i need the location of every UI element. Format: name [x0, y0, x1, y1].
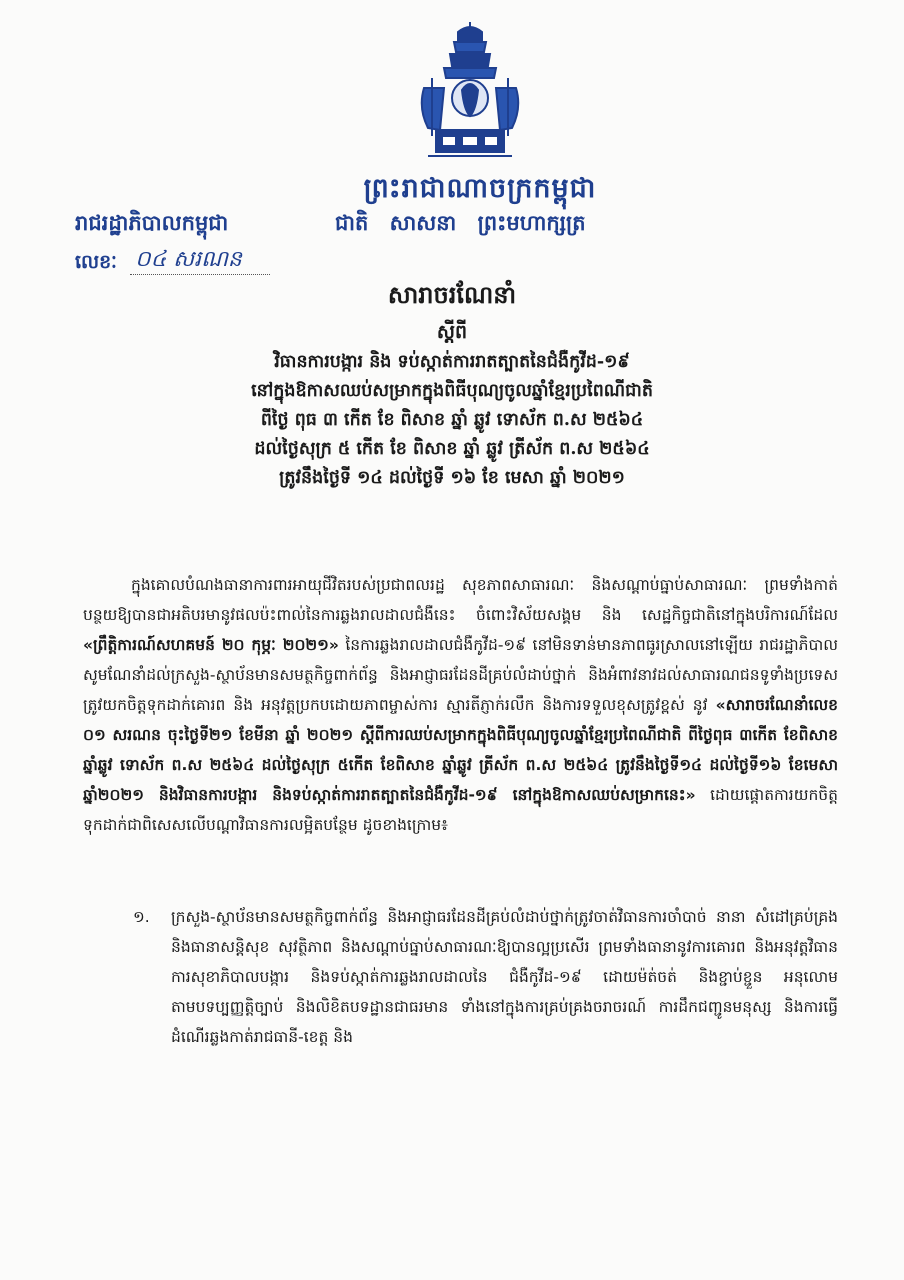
body-bold-circular: «សារាចរណែនាំលេខ ០១ សរណន ចុះថ្ងៃទី២១ ខែមីនា ឆ្នាំ ២០២១ ស្តីពីការឈប់សម្រាកក្នុងពិធីបុណ្យចូលឆ្នាំខ្មែរប្រពៃណីជាតិ ពីថ្ងៃពុធ ៣កើត ខែពិសាខ ឆ្នាំឆ្លូវ ទោស័ក ព.ស ២៥៦៤ ដល់ថ្ងៃសុក្រ ៥កើត ខែពិសាខ ឆ្នាំឆ្លូវ ត្រីស័ក ព.ស ២៥៦៤ ត្រូវនឹងថ្ងៃទី១៤ ដល់ថ្ងៃទី១៦ ខែមេសា ឆ្នាំ២០២១ និងវិធានការបង្ការ និងទប់ស្កាត់ការរាតត្បាតនៃជំងឺកូវីដ-១៩ នៅក្នុងឱកាសឈប់សម្រាកនេះ» [83, 696, 838, 804]
document-type: សារាចរណែនាំ [387, 280, 517, 309]
subject-line: ដល់ថ្ងៃសុក្រ ៥ កើត ខែ ពិសាខ ឆ្នាំ ឆ្លូវ ត្រីស័ក ព.ស ២៥៦៤ [254, 439, 650, 459]
list-item-text: ក្រសួង-ស្ថាប័នមានសមត្ថកិច្ចពាក់ព័ន្ធ និងអាជ្ញាធរដែនដីគ្រប់លំដាប់ថ្នាក់ត្រូវចាត់វិធានការចាំបាច់ នានា សំដៅគ្រប់គ្រង និងធានាសន្តិសុខ សុវត្ថិភាព និងសណ្តាប់ធ្នាប់សាធារណៈឱ្យបានល្អប្រសើរ ព្រមទាំងធានានូវការគោរព និងអនុវត្តវិធានការសុខាភិបាលបង្ការ និងទប់ស្កាត់ការឆ្លងរាលដាលនៃ ជំងឺកូវីដ-១៩ ដោយម៉ត់ចត់ និងខ្ជាប់ខ្ជួន អនុលោមតាមបទប្បញ្ញត្តិច្បាប់ និងលិខិតបទដ្ឋានជាធរមាន ទាំងនៅក្នុងការគ្រប់គ្រងចរាចរណ៍ ការដឹកជញ្ជូនមនុស្ស និងការធ្វើដំណើរឆ្លងកាត់រាជធានី-ខេត្ត និង [171, 908, 838, 1046]
subject-line: ត្រូវនឹងថ្ងៃទី ១៤ ដល់ថ្ងៃទី ១៦ ខែ មេសា ឆ្នាំ ២០២១ [279, 468, 625, 488]
reference-underline [130, 274, 270, 275]
subject-line: ពីថ្ងៃ ពុធ ៣ កើត ខែ ពិសាខ ឆ្នាំ ឆ្លូវ ទោស័ក ព.ស ២៥៦៤ [260, 410, 644, 430]
national-motto: ជាតិ សាសនា ព្រះមហាក្សត្រ [335, 210, 586, 235]
body-text: ដោយផ្តោតការយកចិត្តទុកដាក់ជាពិសេសលើបណ្តាវិធានការលម្អិតបន្ថែម ដូចខាងក្រោម៖ [83, 786, 838, 834]
body-paragraph [83, 570, 838, 840]
subject-line: វិធានការបង្ការ និង ទប់ស្កាត់ការរាតត្បាតនៃជំងឺកូវីដ-១៩ [274, 352, 630, 372]
subject-label: ស្តីពី [436, 321, 468, 343]
subject-line: នៅក្នុងឱកាសឈប់សម្រាកក្នុងពិធីបុណ្យចូលឆ្នាំខ្មែរប្រពៃណីជាតិ [251, 381, 653, 401]
kingdom-title: ព្រះរាជាណាចក្រកម្ពុជា [363, 173, 597, 204]
body-text: នៃការឆ្លងរាលដាលជំងឺកូវីដ-១៩ នៅមិនទាន់មានភាពធូរស្រាលនៅឡើយ រាជរដ្ឋាភិបាលសូមណែនាំដល់ក្រសួង-ស្ថាប័នមានសមត្ថកិច្ចពាក់ព័ន្ធ និងអាជ្ញាធរដែនដីគ្រប់លំដាប់ថ្នាក់ និងអំពាវនាវដល់សាធារណជនទូទាំងប្រទេសត្រូវយកចិត្តទុកដាក់គោរព និង អនុវត្តប្រកបដោយភាពម្ចាស់ការ ស្មារតីភ្ញាក់រលឹក និងការទទួលខុសត្រូវខ្ពស់ នូវ [83, 636, 838, 714]
list-item [83, 902, 838, 1052]
government-name: រាជរដ្ឋាភិបាលកម្ពុជា [75, 210, 229, 235]
list-item-number: ១. [133, 908, 150, 926]
subject-block [0, 348, 904, 493]
royal-arms-emblem-icon [410, 18, 530, 168]
reference-label: លេខៈ [75, 251, 117, 273]
body-bold-reference: «ព្រឹត្តិការណ៍សហគមន៍ ២០ កុម្ភៈ ២០២១» [83, 636, 339, 654]
body-text: ក្នុងគោលបំណងធានាការពារអាយុជីវិតរបស់ប្រជាពលរដ្ឋ សុខភាពសាធារណៈ និងសណ្តាប់ធ្នាប់សាធារណៈ ព្រមទាំងកាត់បន្ថយឱ្យបានជាអតិបរមានូវផលប៉ះពាល់នៃការឆ្លងរាលដាលជំងឺនេះ ចំពោះវិស័យសង្គម និង សេដ្ឋកិច្ចជាតិនៅក្នុងបរិការណ៍ដែល [83, 576, 838, 624]
reference-number: ០៤ សរណន [135, 247, 242, 272]
